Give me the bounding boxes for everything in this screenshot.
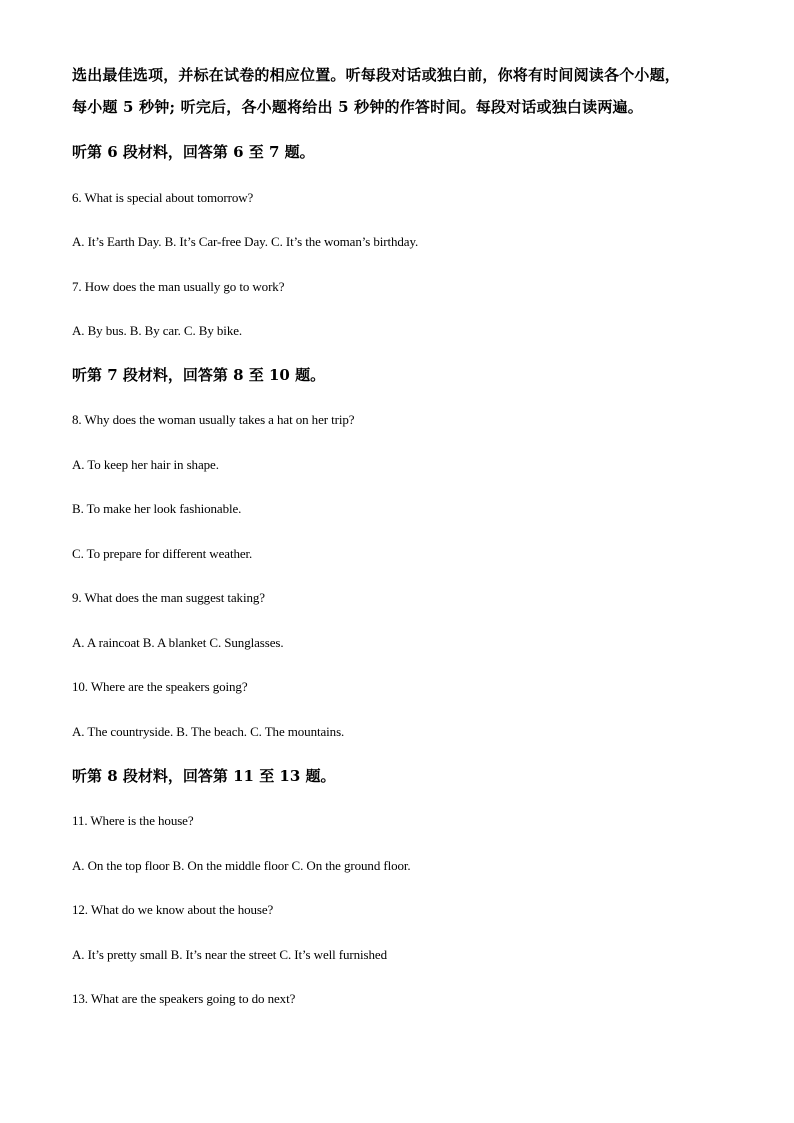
question-8-option-b: B. To make her look fashionable. [72,501,242,516]
section-heading-7: 听第 7 段材料，回答第 8 至 10 题。 [72,366,326,384]
question-12: 12. What do we know about the house? [72,902,274,917]
section-heading-8: 听第 8 段材料，回答第 11 至 13 题。 [72,767,336,785]
question-7-options: A. By bus. B. By car. C. By bike. [72,323,243,338]
question-6: 6. What is special about tomorrow? [72,190,254,205]
question-11-options: A. On the top floor B. On the middle floor C. On the ground floor. [72,858,411,873]
question-8: 8. Why does the woman usually takes a hat on her trip? [72,412,355,427]
question-13: 13. What are the speakers going to do next? [72,991,296,1006]
section-heading-6: 听第 6 段材料，回答第 6 至 7 题。 [72,143,315,161]
question-8-option-a: A. To keep her hair in shape. [72,457,219,472]
question-8-option-c: C. To prepare for different weather. [72,546,253,561]
instruction-line-2: 每小题 5 秒钟; 听完后，各小题将给出 5 秒钟的作答时间。每段对话或独白读两遍。 [72,98,643,116]
instruction-line-1: 选出最佳选项，并标在试卷的相应位置。听每段对话或独白前，你将有时间阅读各个小题， [72,66,681,84]
question-10-options: A. The countryside. B. The beach. C. The mountains. [72,724,345,739]
question-11: 11. Where is the house? [72,813,194,828]
question-6-options: A. It’s Earth Day. B. It’s Car-free Day. C. It’s the woman’s birthday. [72,234,419,249]
question-9-options: A. A raincoat B. A blanket C. Sunglasses. [72,635,284,650]
question-7: 7. How does the man usually go to work? [72,279,285,294]
question-9: 9. What does the man suggest taking? [72,590,265,605]
question-12-options: A. It’s pretty small B. It’s near the street C. It’s well furnished [72,947,387,962]
question-10: 10. Where are the speakers going? [72,679,248,694]
